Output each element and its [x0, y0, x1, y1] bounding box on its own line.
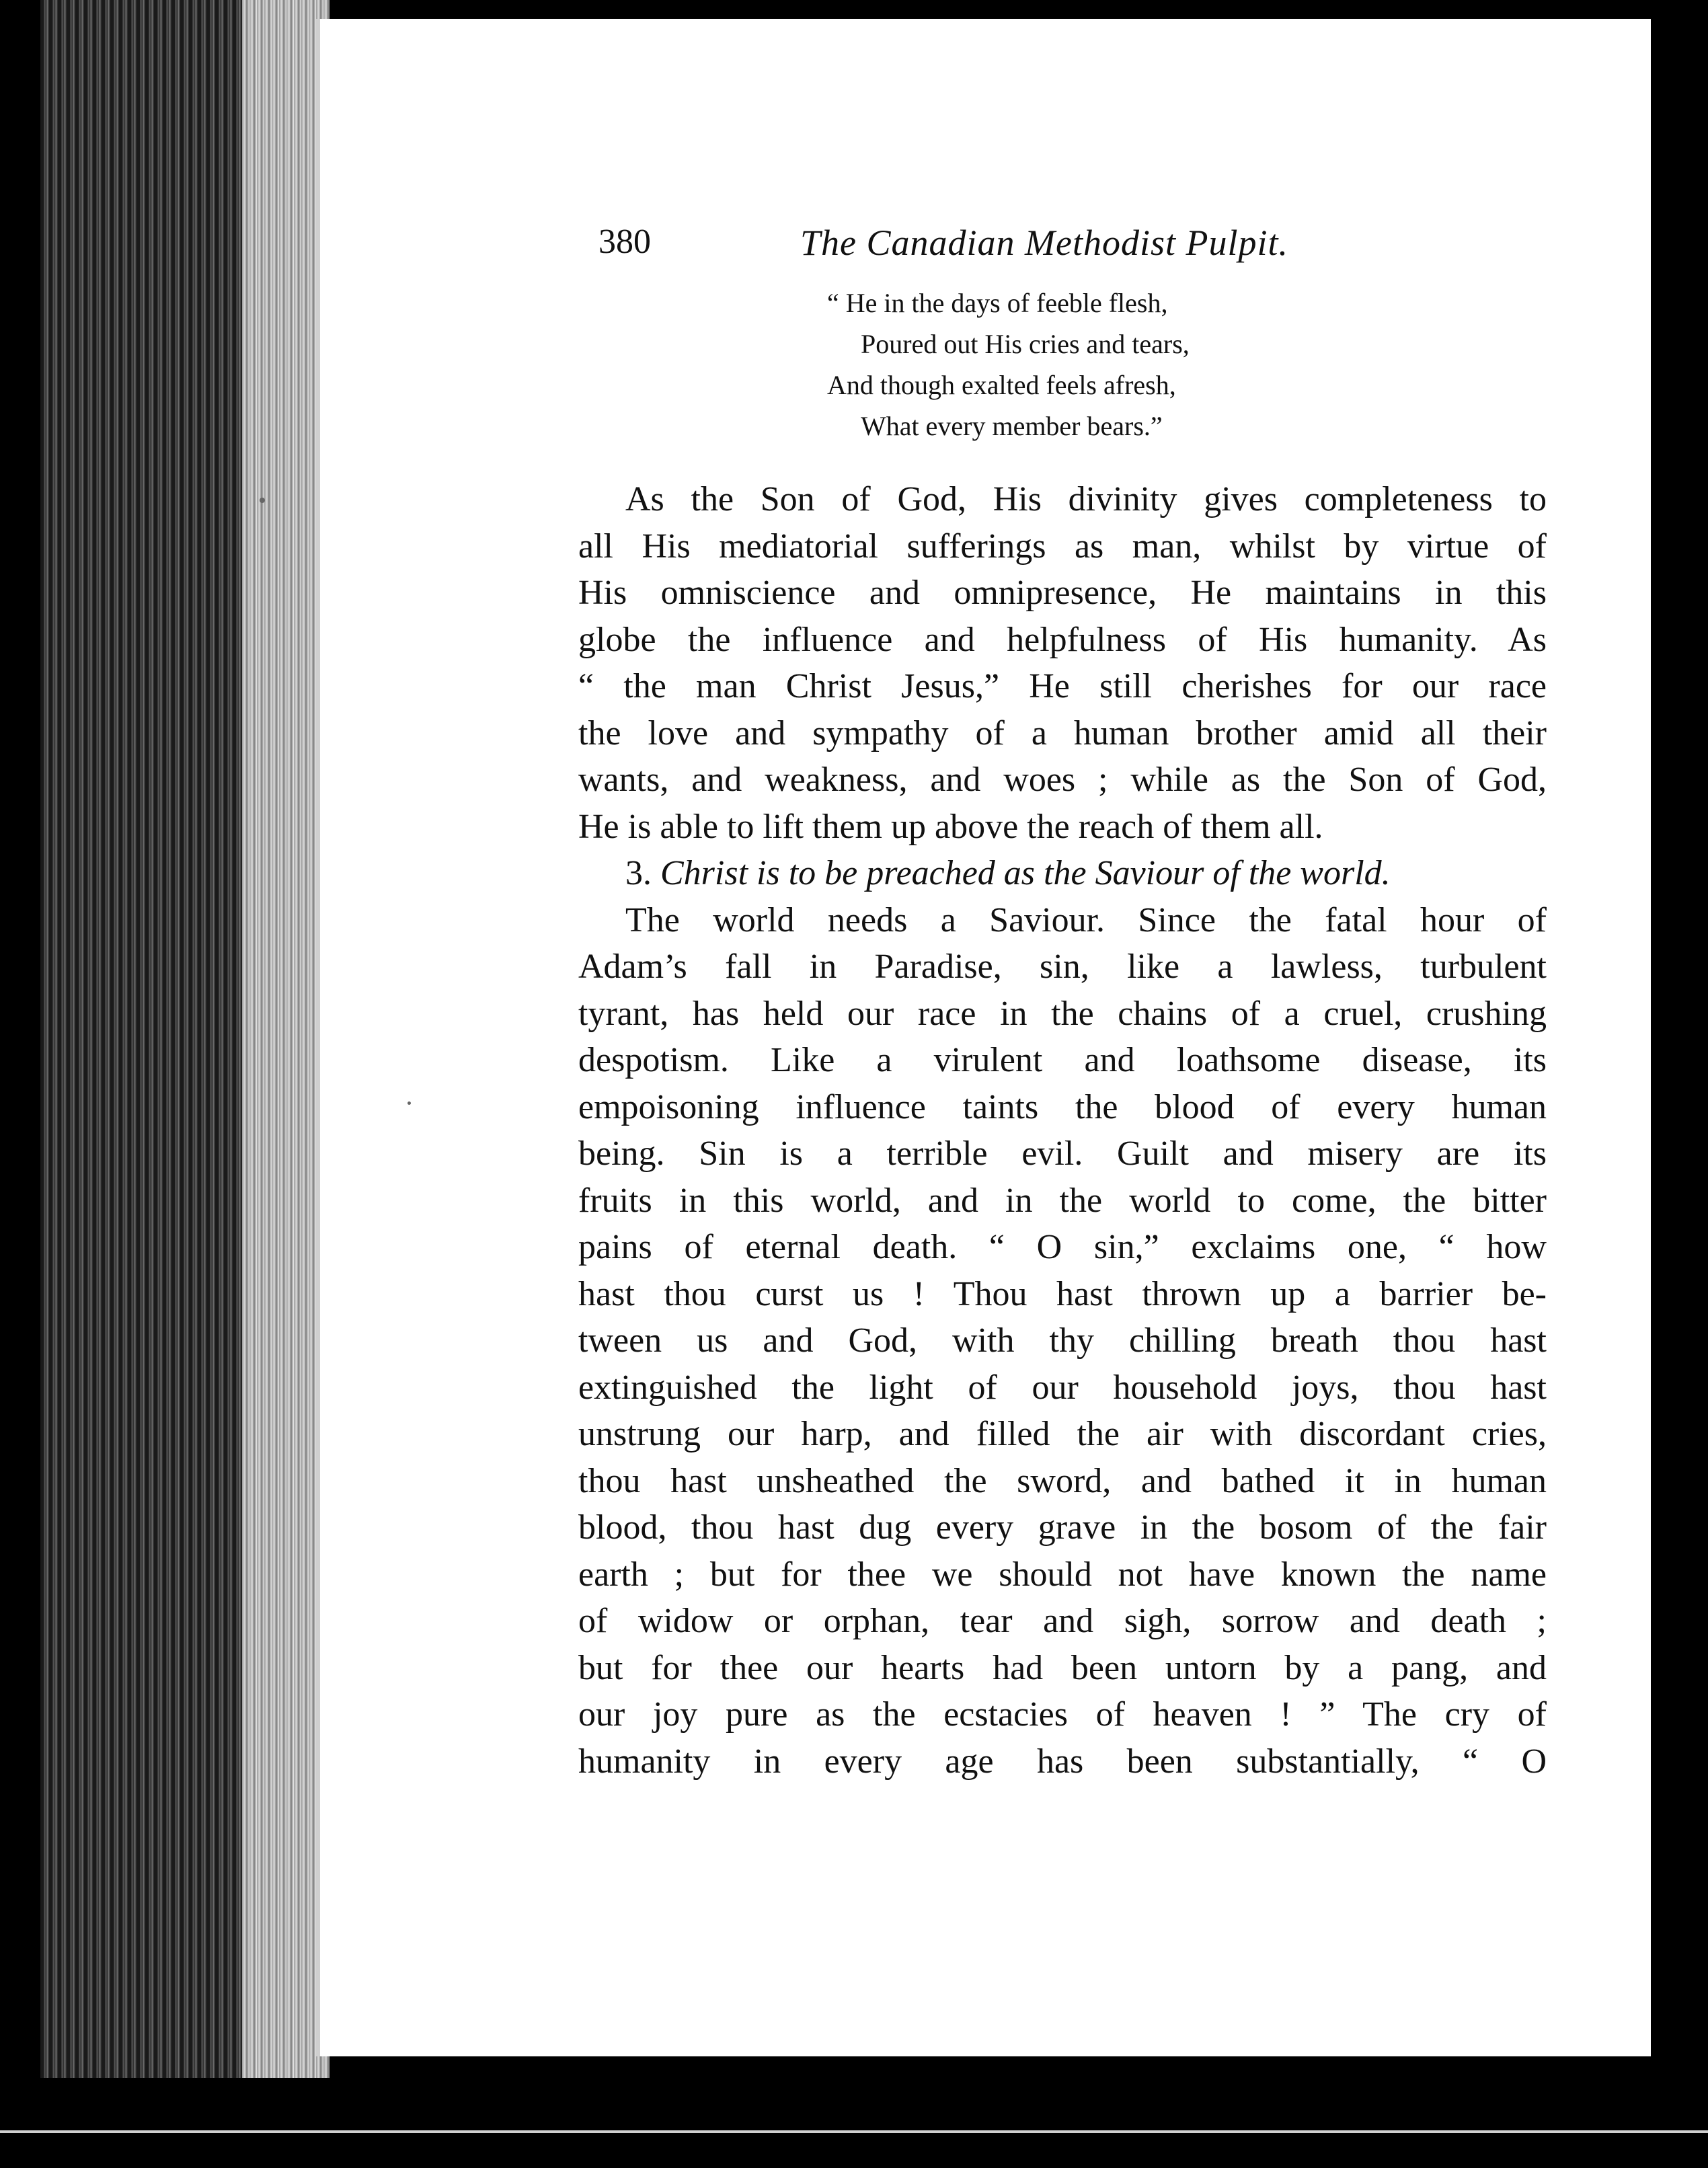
text-line: the love and sympathy of a human brother amid all their [578, 713, 1547, 752]
text-line: being. Sin is a terrible evil. Guilt and misery are its [578, 1134, 1547, 1173]
paragraph-saviour [578, 897, 1547, 1785]
section-number: 3. [625, 854, 652, 892]
text-line: tween us and God, with thy chilling breath thou hast [578, 1321, 1547, 1360]
text-line: As the Son of God, His divinity gives completeness to [625, 480, 1547, 518]
section-heading [578, 850, 1547, 897]
text-line: blood, thou hast dug every grave in the bosom of the fair [578, 1508, 1547, 1547]
speck [260, 498, 265, 503]
text-line: unstrung our harp, and filled the air with discordant cries, [578, 1415, 1547, 1453]
text-line: wants, and weakness, and woes ; while as the Son of God, [578, 761, 1547, 799]
speck [407, 1101, 411, 1105]
text-line: but for thee our hearts had been untorn by a pang, and [578, 1648, 1547, 1687]
text-line: pains of eternal death. “ O sin,” exclaims one, “ how [578, 1228, 1547, 1266]
right-margin-edge [1651, 0, 1678, 2112]
text-line: humanity in every age has been substantially, “ O [578, 1742, 1547, 1781]
text-line: Adam’s fall in Paradise, sin, like a lawless, turbulent [578, 947, 1547, 986]
text-line: our joy pure as the ecstacies of heaven ! ” The cry of [578, 1695, 1547, 1734]
text-line: thou hast unsheathed the sword, and bathed it in human [578, 1461, 1547, 1500]
page-number: 380 [598, 223, 651, 261]
bottom-rule [0, 2130, 1708, 2133]
text-line: His omniscience and omnipresence, He maintains in this [578, 574, 1547, 612]
section-title: Christ is to be preached as the Saviour of the world. [660, 854, 1391, 892]
text-line: extinguished the light of our household joys, thou hast [578, 1368, 1547, 1407]
text-line: He is able to lift them up above the reach of them all. [578, 807, 1323, 846]
text-line: empoisoning influence taints the blood of every human [578, 1087, 1547, 1126]
bottom-margin [0, 2112, 1708, 2168]
text-line: tyrant, has held our race in the chains of a cruel, crushing [578, 994, 1547, 1033]
verse-quotation [827, 282, 1547, 447]
text-line: “ the man Christ Jesus,” He still cherishes for our race [578, 667, 1547, 705]
verse-line: “ He in the days of feeble flesh, [827, 288, 1168, 318]
text-line: globe the influence and helpfulness of His humanity. As [578, 620, 1547, 659]
text-line: all His mediatorial sufferings as man, whilst by virtue of [578, 527, 1547, 566]
text-line: of widow or orphan, tear and sigh, sorrow and death ; [578, 1602, 1547, 1640]
text-line: fruits in this world, and in the world to come, the bitter [578, 1181, 1547, 1220]
verse-line: What every member bears.” [861, 411, 1163, 441]
running-title: The Canadian Methodist Pulpit. [800, 223, 1288, 263]
page-text [578, 208, 1547, 1785]
text-line: despotism. Like a virulent and loathsome disease, its [578, 1041, 1547, 1079]
verse-line: And though exalted feels afresh, [827, 370, 1176, 400]
running-header [578, 208, 1547, 282]
text-line: The world needs a Saviour. Since the fatal hour of [625, 900, 1547, 939]
text-line: hast thou curst us ! Thou hast thrown up a barrier be- [578, 1274, 1547, 1313]
paragraph-divinity [578, 476, 1547, 850]
text-line: earth ; but for thee we should not have known the name [578, 1555, 1547, 1594]
verse-line: Poured out His cries and tears, [861, 329, 1190, 359]
